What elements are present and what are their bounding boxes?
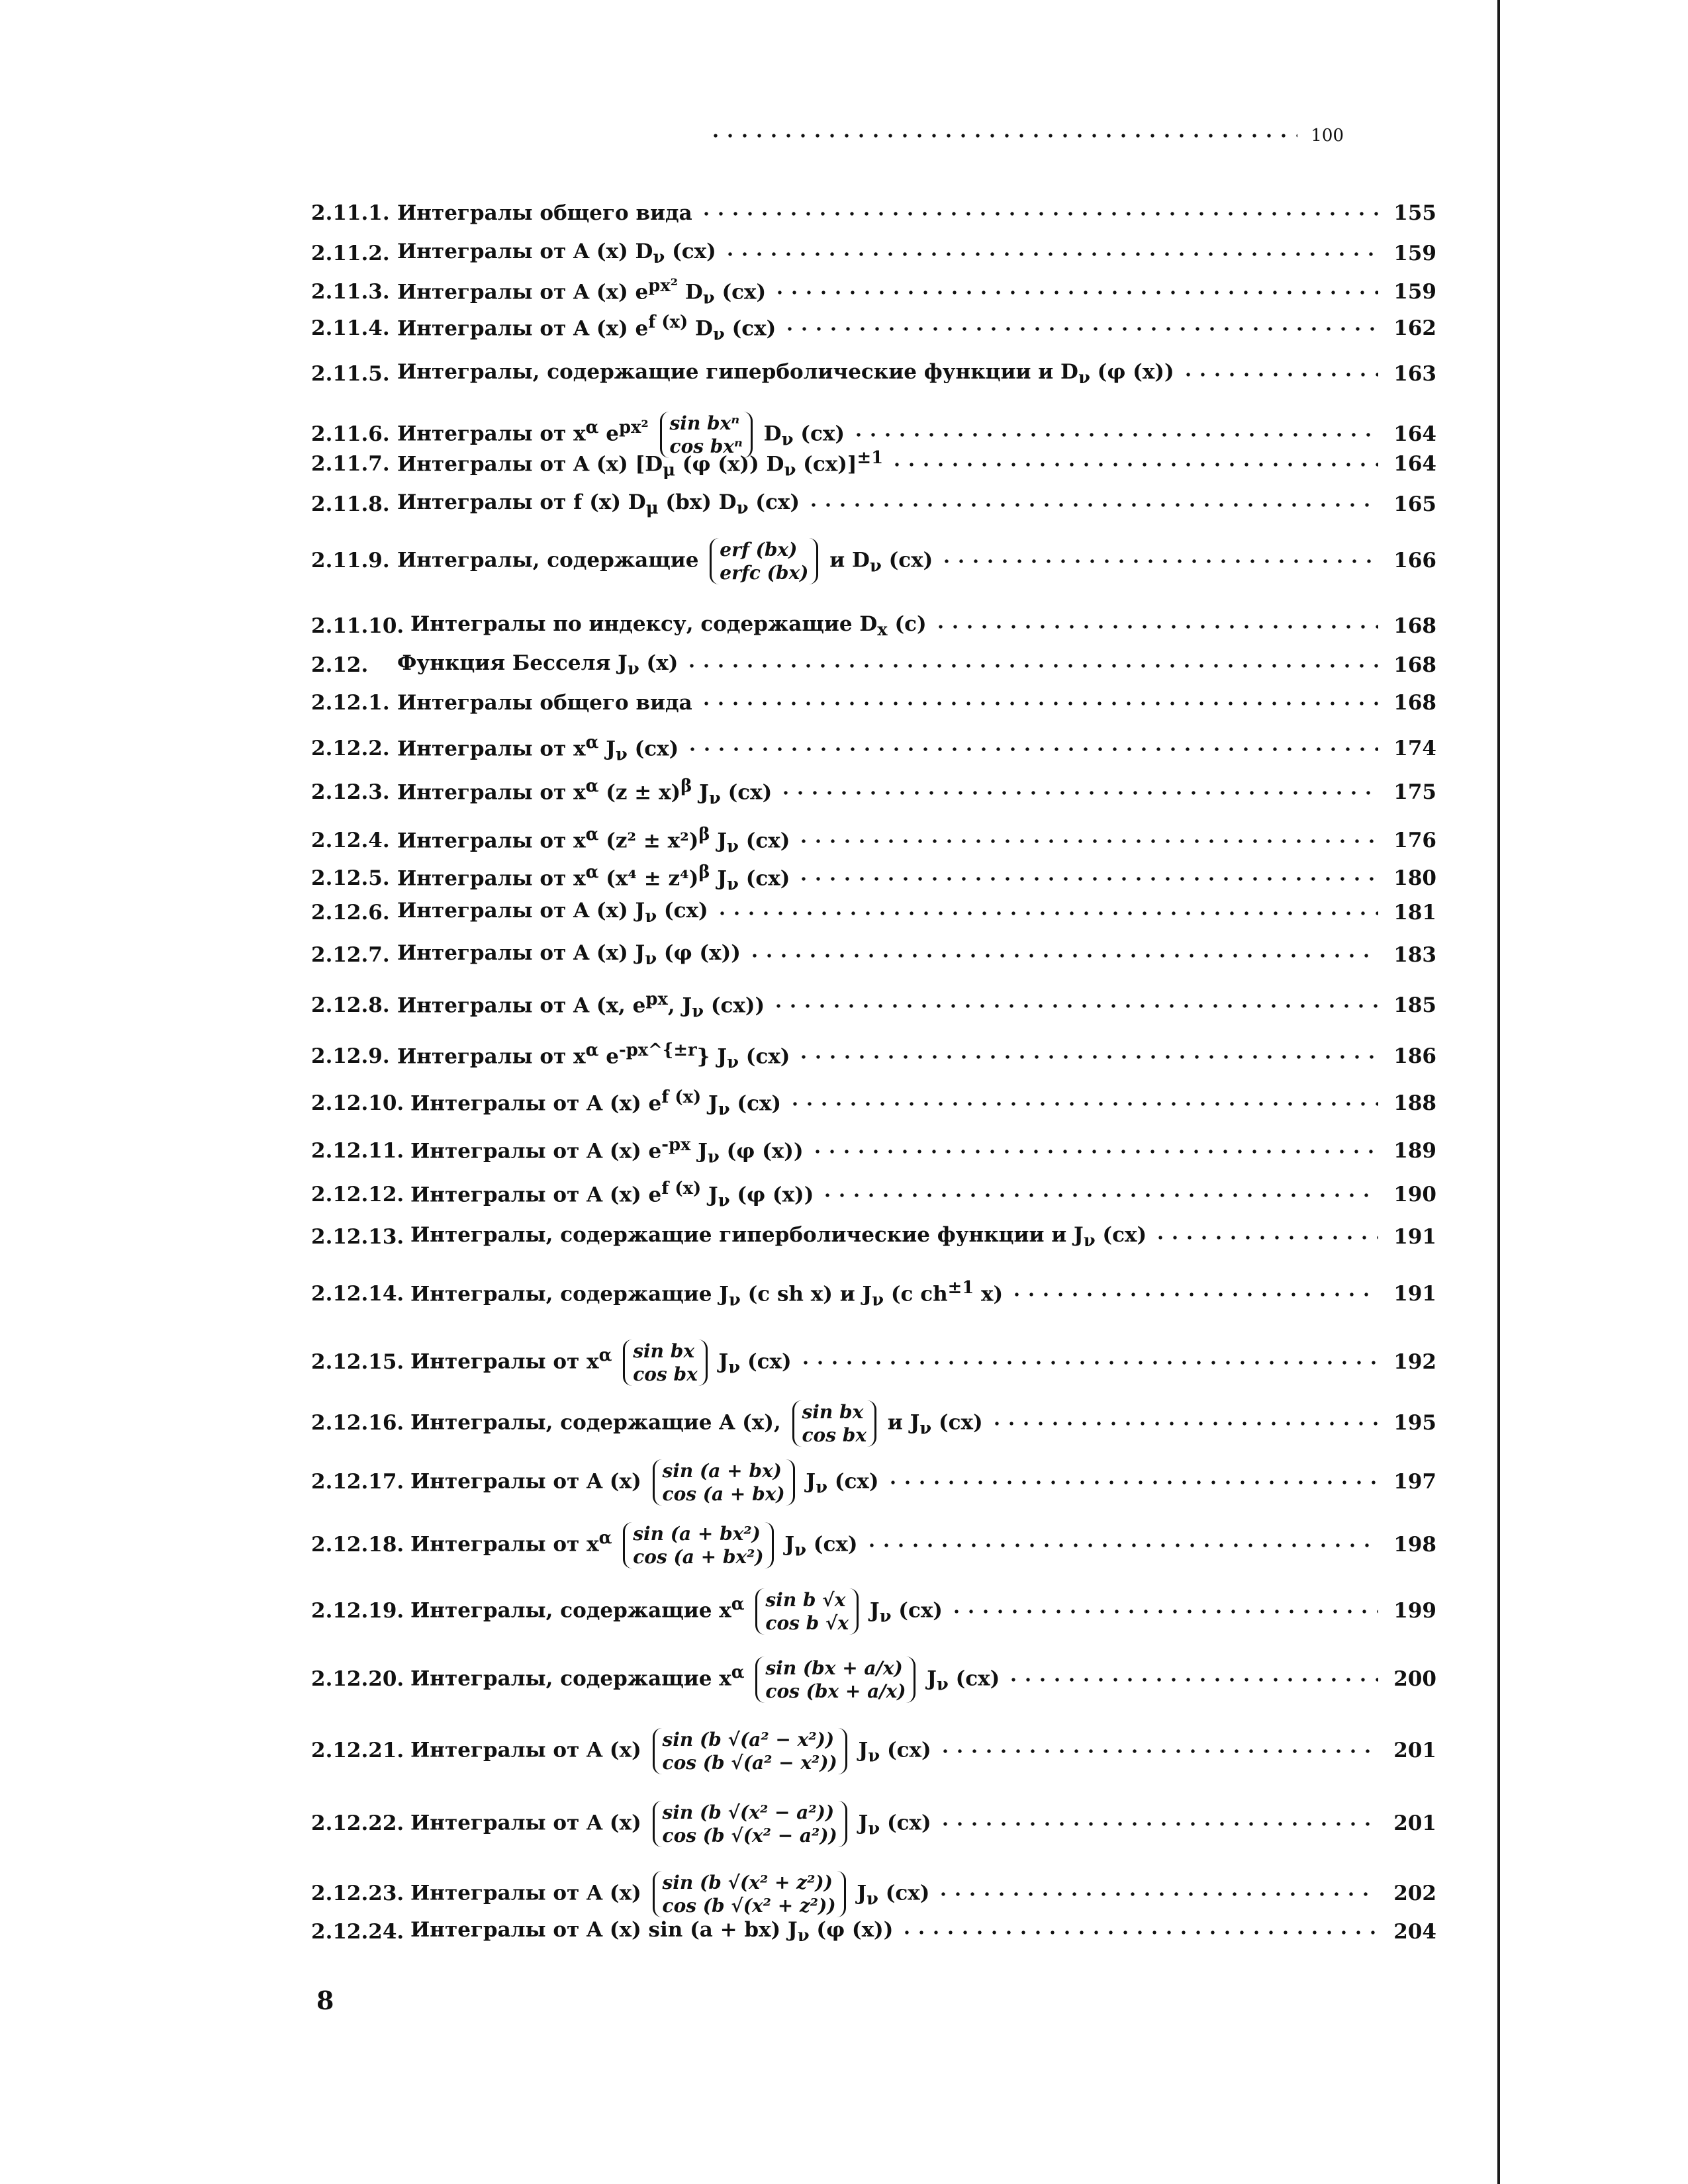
leader-dots	[936, 1892, 1378, 1896]
entry-title: Интегралы от A (x) sin (a + bx) cos (a + bx) $J_\nu$ (cx)	[410, 1460, 879, 1505]
toc-entry[interactable]	[311, 313, 1436, 345]
entry-number: 2.11.2.	[311, 242, 390, 266]
entry-title: Интегралы от A (x) sin (b √(a² − x²)) cos (b √(a² − x²)) $J_\nu$ (cx)	[410, 1729, 931, 1774]
entry-page: 159	[1393, 280, 1436, 304]
entry-title: Интегралы от $x^\alpha$ $(z^2 \pm x^2)^\beta$ $J_\nu$ (cx)	[397, 825, 790, 857]
leader-dots	[949, 1610, 1378, 1614]
entry-title: Интегралы от $x^\alpha$ sin (a + bx²) cos (a + bx²) $J_\nu$ (cx)	[410, 1523, 858, 1568]
entry-number: 2.11.5.	[311, 362, 390, 387]
entry-number: 2.12.4.	[311, 829, 390, 853]
formula-brace: sin (b √(a² − x²)) cos (b √(a² − x²))	[653, 1728, 847, 1774]
toc-entry[interactable]	[311, 1919, 1436, 1946]
entry-number: 2.12.	[311, 653, 369, 678]
formula-brace: sin bx cos bx	[623, 1340, 708, 1386]
entry-number: 2.12.17.	[311, 1470, 404, 1494]
entry-page: 195	[1393, 1411, 1436, 1435]
leader-dots	[806, 503, 1378, 507]
toc-entry[interactable]	[311, 240, 1436, 268]
entry-title: Интегралы, содержащие гиперболические функции и $D_\nu$ (φ (x))	[397, 361, 1174, 388]
toc-entry[interactable]	[311, 1459, 1436, 1506]
leader-dots	[886, 1480, 1378, 1484]
entry-number: 2.12.23.	[311, 1882, 404, 1906]
entry-number: 2.12.6.	[311, 901, 390, 925]
entry-number: 2.12.10.	[311, 1091, 404, 1116]
leader-dots	[900, 1931, 1378, 1934]
entry-number: 2.11.9.	[311, 549, 390, 573]
entry-title: Интегралы, содержащие $x^\alpha$ sin (bx + a/x) cos (bx + a/x) $J_\nu$ (cx)	[410, 1657, 1000, 1702]
leader-dots	[796, 1055, 1378, 1059]
entry-title: Интегралы от A (x) $e^{-px}$ $J_\nu$ (φ (x))	[410, 1136, 804, 1167]
entry-number: 2.11.8.	[311, 492, 390, 517]
entry-number: 2.11.6.	[311, 422, 390, 447]
entry-title: Интегралы от A (x, $e^{px}$, $J_\nu$ (cx))	[397, 990, 765, 1022]
leader-dots	[938, 1749, 1378, 1753]
toc-entry[interactable]	[311, 990, 1436, 1022]
leader-dots	[778, 791, 1378, 795]
entry-number: 2.12.14.	[311, 1282, 404, 1306]
entry-title: Интегралы от A (x) sin (b √(x² + z²)) cos (b √(x² + z²)) $J_\nu$ (cx)	[410, 1872, 930, 1917]
formula-brace: sin bxⁿ cos bxⁿ	[660, 412, 753, 458]
formula-brace: sin (b √(x² − a²)) cos (b √(x² − a²))	[653, 1801, 847, 1847]
entry-page: 163	[1393, 362, 1436, 387]
leader-dots	[715, 911, 1378, 915]
toc-entry[interactable]	[311, 449, 1436, 480]
entry-number: 2.12.5.	[311, 866, 390, 891]
entry-title: Интегралы от A (x) $e^{px^2}$ $D_\nu$ (cx)	[397, 277, 767, 308]
toc-entry[interactable]	[311, 1801, 1436, 1847]
entry-page: 164	[1393, 422, 1436, 447]
toc-entry[interactable]	[311, 942, 1436, 970]
entry-number: 2.12.2.	[311, 737, 390, 761]
toc-entry[interactable]	[311, 863, 1436, 895]
leader-dots	[788, 1102, 1378, 1106]
entry-title: Интегралы, содержащие A (x), sin bx cos bx и $J_\nu$ (cx)	[410, 1401, 983, 1446]
entry-title: Интегралы по индексу, содержащие $D_x$ (c)	[410, 613, 927, 641]
toc-entry[interactable]	[311, 652, 1436, 680]
entry-title: Интегралы от A (x) $J_\nu$ (cx)	[397, 899, 708, 927]
header-leader-dots	[708, 134, 1297, 138]
formula-brace: sin (a + bx²) cos (a + bx²)	[623, 1522, 773, 1569]
entry-title: Функция Бесселя $J_\nu$ (x)	[397, 652, 679, 680]
entry-title: Интегралы от A (x) $e^{f (x)}$ $D_\nu$ (cx)	[397, 313, 776, 345]
toc-entry[interactable]	[311, 361, 1436, 388]
toc-entry[interactable]	[311, 733, 1436, 765]
toc-entry[interactable]	[311, 1522, 1436, 1569]
leader-dots	[699, 702, 1378, 705]
entry-number: 2.12.1.	[311, 691, 390, 715]
entry-page: 185	[1393, 993, 1436, 1018]
entry-number: 2.12.11.	[311, 1139, 404, 1163]
entry-title: Интегралы от A (x) $e^{f (x)}$ $J_\nu$ (φ (x))	[410, 1179, 814, 1211]
entry-title: Интегралы от $x^\alpha$ $e^{px^2}$ sin bxⁿ cos bxⁿ $D_\nu$ (cx)	[397, 412, 845, 457]
entry-page: 183	[1393, 943, 1436, 968]
entry-page: 162	[1393, 316, 1436, 341]
toc-entry[interactable]	[311, 1657, 1436, 1703]
entry-number: 2.11.1.	[311, 201, 390, 225]
entry-page: 198	[1393, 1533, 1436, 1557]
entry-page: 180	[1393, 866, 1436, 891]
entry-number: 2.11.7.	[311, 452, 390, 477]
toc-entry[interactable]	[311, 1279, 1436, 1310]
toc-entry[interactable]	[311, 538, 1436, 584]
toc-entry[interactable]	[311, 1588, 1436, 1635]
entry-page: 188	[1393, 1091, 1436, 1116]
entry-title: Интегралы от A (x) $D_\nu$ (cx)	[397, 240, 716, 268]
leader-dots	[796, 877, 1378, 881]
entry-page: 174	[1393, 737, 1436, 761]
entry-title: Интегралы от $x^\alpha$ $e^{-px\^{}\{\pm r}$} $J_\nu$ (cx)	[397, 1041, 790, 1073]
leader-dots	[798, 1361, 1378, 1365]
leader-dots	[684, 664, 1378, 668]
toc-entry[interactable]	[311, 777, 1436, 809]
entry-page: 190	[1393, 1183, 1436, 1207]
entry-page: 164	[1393, 452, 1436, 477]
entry-page: 199	[1393, 1599, 1436, 1623]
entry-page: 168	[1393, 691, 1436, 715]
entry-page: 204	[1393, 1920, 1436, 1944]
leader-dots	[1009, 1293, 1378, 1297]
entry-number: 2.12.13.	[311, 1225, 404, 1250]
leader-dots	[1181, 373, 1378, 377]
toc-entry[interactable]	[311, 277, 1436, 308]
leader-dots	[890, 463, 1378, 467]
entry-page: 191	[1393, 1225, 1436, 1250]
entry-number: 2.12.18.	[311, 1533, 404, 1557]
entry-page: 155	[1393, 201, 1436, 225]
toc-entry[interactable]	[311, 1871, 1436, 1917]
toc-entry[interactable]	[311, 613, 1436, 641]
entry-page: 200	[1393, 1667, 1436, 1692]
formula-brace: sin (a + bx) cos (a + bx)	[653, 1459, 795, 1506]
leader-dots	[865, 1543, 1378, 1547]
entry-title: Интегралы от f (x) $D_\mu$ (bx) $D_\nu$ (cx)	[397, 491, 800, 519]
toc-entry[interactable]	[311, 1400, 1436, 1447]
entry-page: 168	[1393, 614, 1436, 639]
entry-title: Интегралы от $x^\alpha$ $(z \pm x)^\beta$ $J_\nu$ (cx)	[397, 777, 773, 809]
toc-entry[interactable]	[311, 1088, 1436, 1120]
entry-page: 168	[1393, 653, 1436, 678]
entry-title: Интегралы от $x^\alpha$ $J_\nu$ (cx)	[397, 733, 679, 765]
entry-number: 2.11.3.	[311, 280, 390, 304]
entry-number: 2.12.24.	[311, 1920, 404, 1944]
entry-title: Интегралы от A (x) $e^{f (x)}$ $J_\nu$ (cx)	[410, 1088, 782, 1120]
entry-page: 186	[1393, 1044, 1436, 1069]
leader-dots	[990, 1422, 1378, 1426]
entry-page: 165	[1393, 492, 1436, 517]
entry-title: Интегралы от A (x) sin (a + bx) $J_\nu$ (φ (x))	[410, 1919, 894, 1946]
entry-number: 2.12.9.	[311, 1044, 390, 1069]
entry-page: 181	[1393, 901, 1436, 925]
entry-page: 175	[1393, 780, 1436, 805]
entry-page: 159	[1393, 242, 1436, 266]
entry-number: 2.12.21.	[311, 1739, 404, 1763]
leader-dots	[796, 839, 1378, 843]
toc-entry[interactable]	[311, 202, 1436, 226]
toc-entry[interactable]	[311, 1136, 1436, 1167]
entry-title: Интегралы, содержащие гиперболические функции и $J_\nu$ (cx)	[410, 1224, 1147, 1251]
toc-entry[interactable]	[311, 1728, 1436, 1774]
entry-title: Интегралы общего вида	[397, 202, 692, 225]
entry-page: 191	[1393, 1282, 1436, 1306]
entry-title: Интегралы от $x^\alpha$ $(x^4 \pm z^4)^\beta$ $J_\nu$ (cx)	[397, 863, 790, 895]
toc-entry[interactable]	[311, 1224, 1436, 1251]
entry-number: 2.12.3.	[311, 780, 390, 805]
leader-dots	[1006, 1678, 1378, 1682]
entry-title: Интегралы, содержащие $J_\nu$ (c sh x) и $J_\nu$ (c $ch^{\pm 1}$ x)	[410, 1279, 1004, 1310]
entry-page: 166	[1393, 549, 1436, 573]
leader-dots	[723, 252, 1378, 256]
page-edge-rule	[1497, 0, 1500, 2184]
toc-entry[interactable]	[311, 692, 1436, 715]
entry-number: 2.11.4.	[311, 316, 390, 341]
toc-entry[interactable]	[311, 1179, 1436, 1211]
entry-number: 2.12.12.	[311, 1183, 404, 1207]
entry-number: 2.12.16.	[311, 1411, 404, 1435]
leader-dots	[938, 1822, 1378, 1826]
entry-number: 2.12.19.	[311, 1599, 404, 1623]
entry-page: 189	[1393, 1139, 1436, 1163]
entry-page: 176	[1393, 829, 1436, 853]
header-page: 100	[1311, 126, 1344, 146]
formula-brace: sin bx cos bx	[792, 1400, 877, 1447]
leader-dots	[699, 212, 1378, 216]
leader-dots	[933, 625, 1378, 629]
toc-entry[interactable]	[311, 1041, 1436, 1073]
entry-title: Интегралы, содержащие erf (bx) erfc (bx) и $D_\nu$ (cx)	[397, 539, 933, 584]
entry-page: 202	[1393, 1882, 1436, 1906]
entry-page: 192	[1393, 1350, 1436, 1375]
entry-title: Интегралы, содержащие $x^\alpha$ sin b √x cos b √x $J_\nu$ (cx)	[410, 1589, 943, 1634]
entry-title: Интегралы от A (x) sin (b √(x² − a²)) cos (b √(x² − a²)) $J_\nu$ (cx)	[410, 1801, 931, 1846]
entry-title: Интегралы от A (x) [$D_\mu$ (φ (x)) $D_\nu$ (cx)]$^{\pm 1}$	[397, 449, 884, 480]
leader-dots	[810, 1150, 1378, 1154]
toc-entry[interactable]	[311, 825, 1436, 857]
formula-brace: sin (b √(x² + z²)) cos (b √(x² + z²))	[653, 1871, 846, 1917]
toc-entry[interactable]	[311, 1340, 1436, 1386]
page-number: 8	[316, 1985, 334, 2015]
leader-dots	[782, 327, 1378, 331]
running-header	[708, 126, 1344, 146]
toc-entry[interactable]	[311, 491, 1436, 519]
entry-number: 2.12.15.	[311, 1350, 404, 1375]
leader-dots	[771, 1004, 1378, 1008]
entry-number: 2.12.7.	[311, 943, 390, 968]
entry-number: 2.12.8.	[311, 993, 390, 1018]
entry-title: Интегралы общего вида	[397, 692, 692, 715]
entry-page: 201	[1393, 1739, 1436, 1763]
entry-number: 2.11.10.	[311, 614, 404, 639]
entry-number: 2.12.22.	[311, 1811, 404, 1836]
formula-brace: sin b √x cos b √x	[755, 1588, 859, 1635]
entry-number: 2.12.20.	[311, 1667, 404, 1692]
leader-dots	[939, 559, 1378, 563]
leader-dots	[747, 954, 1378, 958]
entry-page: 197	[1393, 1470, 1436, 1494]
formula-brace: sin (bx + a/x) cos (bx + a/x)	[755, 1657, 915, 1703]
entry-title: Интегралы от A (x) $J_\nu$ (φ (x))	[397, 942, 741, 970]
entry-page: 201	[1393, 1811, 1436, 1836]
leader-dots	[851, 433, 1378, 437]
entry-title: Интегралы от $x^\alpha$ sin bx cos bx $J_\nu$ (cx)	[410, 1340, 792, 1385]
leader-dots	[685, 747, 1378, 751]
leader-dots	[820, 1193, 1378, 1197]
leader-dots	[773, 291, 1378, 295]
leader-dots	[1153, 1236, 1378, 1240]
toc-entry[interactable]	[311, 899, 1436, 927]
formula-brace: erf (bx) erfc (bx)	[710, 538, 818, 584]
